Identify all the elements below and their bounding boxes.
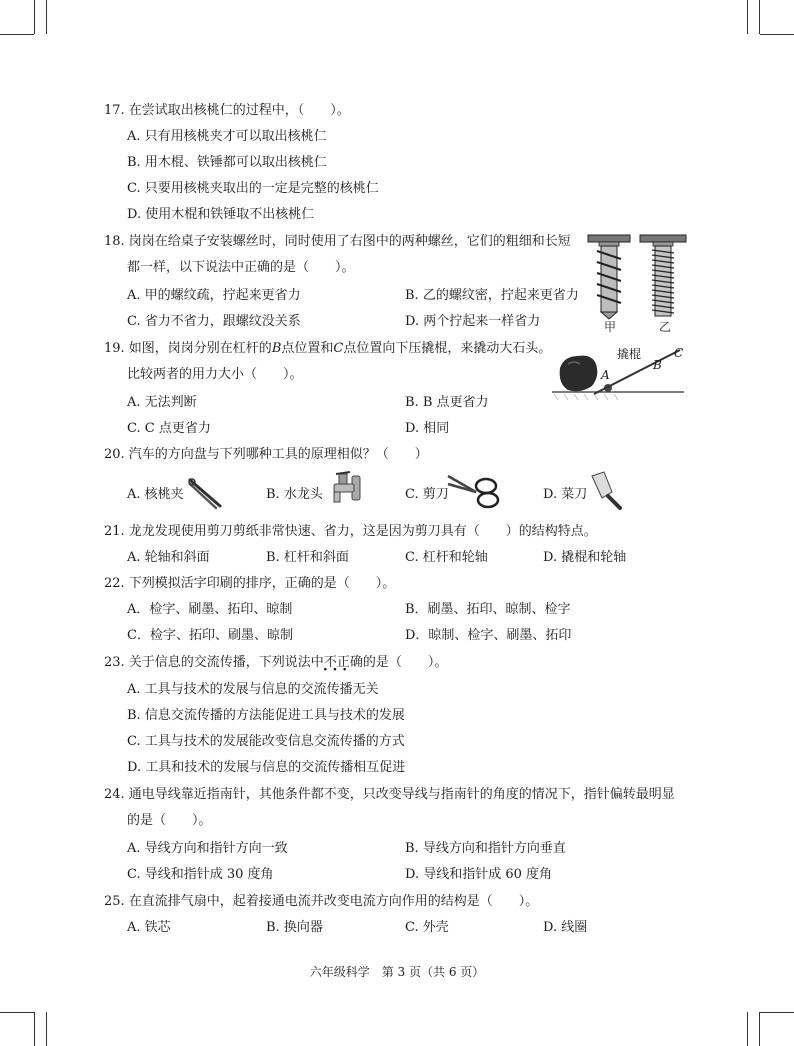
question-19-point-c: C: [333, 341, 344, 356]
question-25-option-d[interactable]: D. 线圈: [543, 920, 588, 935]
question-20-option-d[interactable]: D. 菜刀: [543, 487, 588, 502]
kitchen-knife-icon: [588, 470, 624, 510]
question-20-option-c[interactable]: C. 剪刀: [405, 487, 449, 502]
question-19-stem-prefix: 19. 如图，岗岗分别在杠杆的: [104, 341, 272, 356]
question-17-option-a[interactable]: A. 只有用核桃夹才可以取出核桃仁: [127, 129, 327, 144]
question-24-stem-line1: 24. 通电导线靠近指南针，其他条件都不变，只改变导线与指南针的角度的情况下，指针偏转最明显: [104, 787, 675, 802]
scissors-icon: [446, 470, 502, 510]
question-24-option-b[interactable]: B. 导线方向和指针方向垂直: [405, 841, 566, 856]
question-22-stem: 22. 下列模拟活字印刷的排序，正确的是（ ）。: [104, 576, 396, 591]
question-24-option-c[interactable]: C. 导线和指针成 30 度角: [127, 867, 274, 882]
question-20-option-b[interactable]: B. 水龙头: [266, 487, 323, 502]
question-23-stem-suffix: 的是（ ）。: [362, 655, 448, 670]
page-footer: 六年级科学 第 3 页（共 6 页）: [309, 965, 485, 979]
question-23-option-b[interactable]: B. 信息交流传播的方法能促进工具与技术的发展: [127, 708, 405, 723]
question-17-option-b[interactable]: B. 用木棍、铁锤都可以取出核桃仁: [127, 155, 327, 170]
question-19-option-b[interactable]: B. B 点更省力: [405, 395, 489, 410]
lever-label-b: B: [653, 358, 662, 372]
question-18-option-d[interactable]: D. 两个拧起来一样省力: [405, 314, 541, 329]
question-25-option-c[interactable]: C. 外壳: [405, 920, 449, 935]
question-23-option-d[interactable]: D. 工具和技术的发展与信息的交流传播相互促进: [127, 760, 406, 775]
question-18-stem-line1: 18. 岗岗在给桌子安装螺丝时，同时使用了右图中的两种螺丝，它们的粗细和长短: [104, 234, 571, 249]
lever-label-c: C: [674, 346, 684, 360]
question-24-stem-line2: 的是（ ）。: [127, 813, 212, 828]
question-25-stem: 25. 在直流排气扇中，起着接通电流并改变电流方向作用的结构是（ ）。: [104, 894, 539, 909]
question-17-option-d[interactable]: D. 使用木棍和铁锤取不出核桃仁: [127, 207, 315, 222]
question-17-stem: 17. 在尝试取出核桃仁的过程中，（ ）。: [104, 103, 350, 118]
question-22-option-b[interactable]: B．刷墨、拓印、晾制、检字: [405, 602, 571, 617]
faucet-icon: [330, 470, 362, 510]
question-21-option-c[interactable]: C. 杠杆和轮轴: [405, 550, 488, 565]
question-19-stem-suffix: 点位置向下压撬棍，来撬动大石头。: [343, 341, 552, 356]
screw-label-yi: 乙: [659, 320, 672, 334]
question-18-option-c[interactable]: C. 省力不省力，跟螺纹没关系: [127, 314, 301, 329]
question-23-stem: [104, 654, 447, 672]
question-18-option-a[interactable]: A. 甲的螺纹疏，拧起来更省力: [127, 288, 301, 303]
question-25-option-b[interactable]: B. 换向器: [266, 920, 323, 935]
screws-figure: [585, 233, 695, 323]
question-19-stem-line2: 比较两者的用力大小（ ）。: [127, 367, 303, 382]
question-21-option-a[interactable]: A. 轮轴和斜面: [127, 550, 210, 565]
question-21-option-b[interactable]: B. 杠杆和斜面: [266, 550, 349, 565]
question-17-option-c[interactable]: C. 只要用核桃夹取出的一定是完整的核桃仁: [127, 181, 379, 196]
question-21-option-d[interactable]: D. 撬棍和轮轴: [543, 550, 627, 565]
question-19-option-a[interactable]: A. 无法判断: [127, 395, 197, 410]
question-19-option-d[interactable]: D. 相同: [405, 421, 450, 436]
question-20-option-a[interactable]: A. 核桃夹: [127, 487, 184, 502]
question-18-stem-line2: 都一样，以下说法中正确的是（ ）。: [127, 260, 355, 275]
lever-label-pry-bar: 撬棍: [617, 347, 642, 361]
question-23-emphasis: 不正确 · · ·: [324, 654, 363, 672]
question-23-option-c[interactable]: C. 工具与技术的发展能改变信息交流传播的方式: [127, 734, 405, 749]
question-19-stem-mid: 点位置和: [281, 341, 334, 356]
question-22-option-a[interactable]: A．检字、刷墨、拓印、晾制: [127, 602, 293, 617]
question-23-stem-prefix: 23. 关于信息的交流传播，下列说法中: [104, 655, 324, 670]
question-21-stem: 21. 龙龙发现使用剪刀剪纸非常快速、省力，这是因为剪刀具有（ ）的结构特点。: [104, 524, 597, 539]
nutcracker-icon: [186, 474, 226, 510]
question-22-option-d[interactable]: D．晾制、检字、刷墨、拓印: [405, 628, 572, 643]
question-20-stem: 20. 汽车的方向盘与下列哪种工具的原理相似？（ ）: [104, 447, 428, 462]
screw-label-jia: 甲: [604, 320, 617, 334]
question-19-point-b: B: [271, 341, 282, 356]
question-24-option-a[interactable]: A. 导线方向和指针方向一致: [127, 841, 288, 856]
question-18-option-b[interactable]: B. 乙的螺纹密，拧起来更省力: [405, 288, 579, 303]
question-25-option-a[interactable]: A. 铁芯: [127, 920, 171, 935]
question-22-option-c[interactable]: C．检字、拓印、刷墨、晾制: [127, 628, 293, 643]
question-19-option-c[interactable]: C. C 点更省力: [127, 421, 211, 436]
question-24-option-d[interactable]: D. 导线和指针成 60 度角: [405, 867, 553, 882]
question-23-option-a[interactable]: A. 工具与技术的发展与信息的交流传播无关: [127, 682, 379, 697]
question-19-stem-line1: [104, 340, 551, 358]
lever-label-a: A: [601, 368, 610, 382]
